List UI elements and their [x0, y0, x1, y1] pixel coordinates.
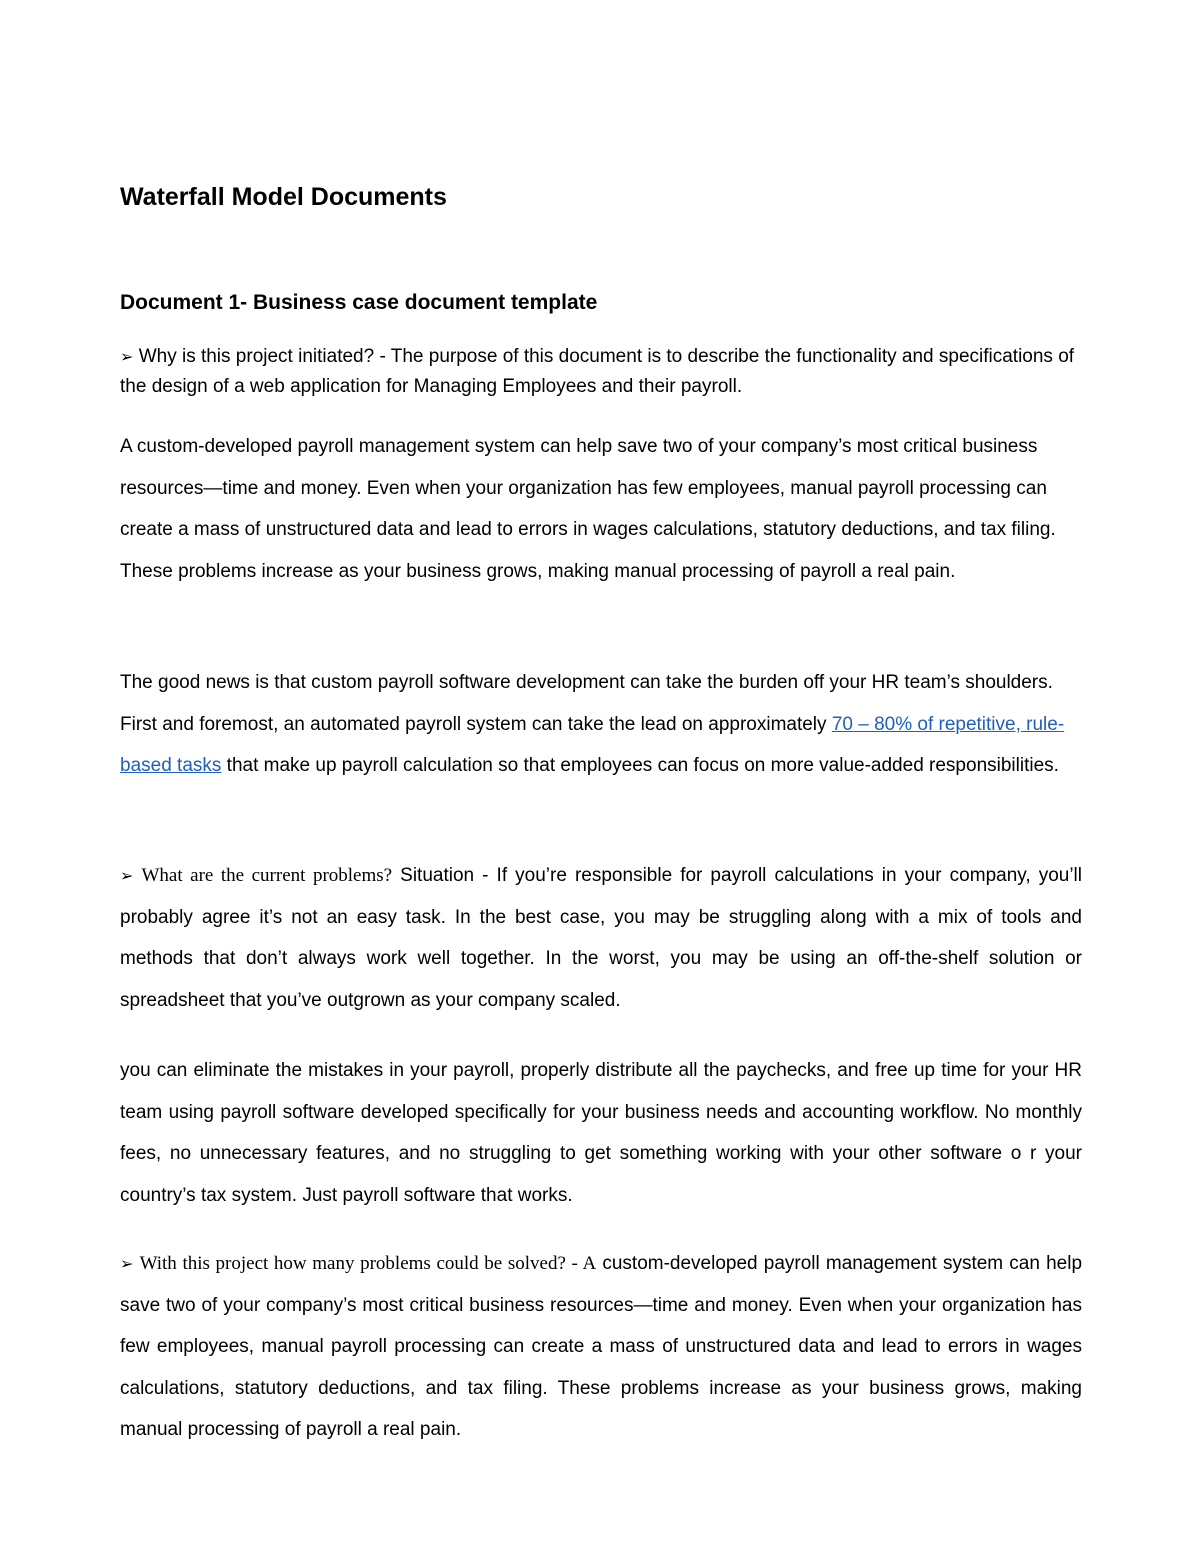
question-current-problems: What are the current problems? — [141, 865, 393, 886]
document-title: Waterfall Model Documents — [120, 183, 447, 211]
good-news-text-after: that make up payroll calculation so that employees can focus on more value-added responsibilities. — [221, 755, 1059, 776]
paragraph-current-problems — [120, 855, 1082, 1021]
paragraph-problems-solved — [120, 1243, 1082, 1451]
section-heading: Document 1- Business case document template — [120, 291, 598, 314]
bullet-arrow-icon: ➢ — [120, 347, 134, 366]
paragraph-good-news — [120, 662, 1082, 787]
bullet-arrow-icon: ➢ — [120, 866, 134, 885]
question-problems-solved: With this project how many problems could be solved? - A — [139, 1253, 597, 1274]
paragraph-eliminate-mistakes: you can eliminate the mistakes in your payroll, properly distribute all the paychecks, and free up time for your HR team using payroll software developed specifically for your business needs and accounting workflow. No monthly fees, no unnecessary features, and no struggling to get something working with your other software o r your country’s tax system. Just payroll software that works. — [120, 1060, 1082, 1206]
answer-why-initiated: - The purpose of this document is to describe the functionality and specifications of the design of a web application for Managing Employees and their payroll. — [120, 346, 1075, 397]
question-why-initiated: Why is this project initiated? — [138, 346, 375, 367]
repetitive-tasks-link[interactable]: 70 – 80% of repetitive, rule-based tasks — [120, 713, 1065, 776]
good-news-text-before: The good news is that custom payroll software development can take the burden off your HR team’s shoulders. First and foremost, an automated payroll system can take the lead on approximately — [120, 672, 1053, 735]
paragraph-custom-payroll: A custom-developed payroll management system can help save two of your company’s most critical business resources—time and money. Even when your organization has few employees, manual payroll processing can create a mass of unstructured data and lead to errors in wages calculations, statutory deductions, and tax filing. These problems increase as your business grows, making manual processing of payroll a real pain. — [120, 436, 1056, 582]
answer-current-problems: Situation - If you’re responsible for payroll calculations in your company, you’ll probably agree it’s not an easy task. In the best case, you may be struggling along with a mix of tools and methods that don’t always work well together. In the worst, you may be using an off-the-shelf solution or spreadsheet that you’ve outgrown as your company scaled. — [120, 865, 1082, 1011]
bullet-arrow-icon: ➢ — [120, 1254, 134, 1273]
answer-problems-solved: custom-developed payroll management system can help save two of your company’s most critical business resources—time and money. Even when your organization has few employees, manual payroll processing can create a mass of unstructured data and lead to errors in wages calculations, statutory deductions, and tax filing. These problems increase as your business grows, making manual processing of payroll a real pain. — [120, 1253, 1083, 1440]
paragraph-project-initiated — [120, 342, 1082, 402]
